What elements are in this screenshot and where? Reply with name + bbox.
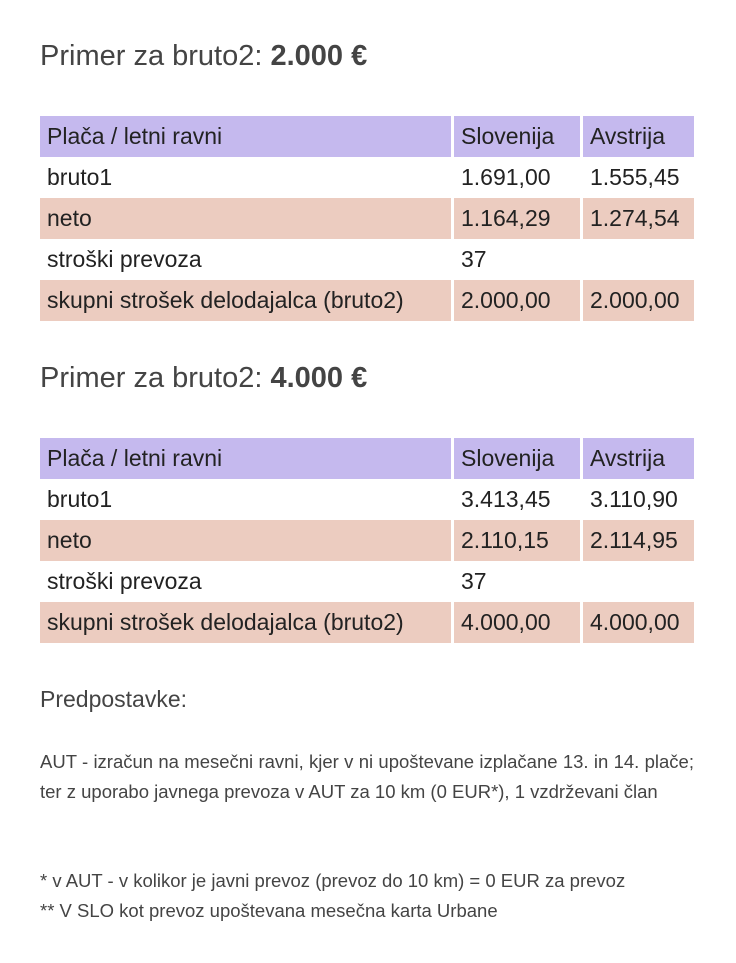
cell-value: 3.110,90 (580, 479, 694, 520)
salary-table-2 (40, 438, 694, 643)
header-cell: Slovenija (451, 438, 580, 479)
cell-value: 1.274,54 (580, 198, 694, 239)
row-label: skupni strošek delodajalca (bruto2) (40, 602, 451, 643)
assumptions-text: AUT - izračun na mesečni ravni, kjer v ni upoštevane izplačane 13. in 14. plače; ter z uporabo javnega prevoza v AUT za 10 km (0 EUR*), 1 vzdrževani član (40, 751, 694, 802)
row-label: stroški prevoza (47, 246, 202, 272)
cell-value: 4.000,00 (451, 602, 580, 643)
cell-value (580, 239, 694, 280)
table-header-row (40, 438, 694, 479)
section-title-amount: 2.000 € (270, 40, 368, 72)
assumptions-title: Predpostavke: (40, 686, 188, 712)
section-title-prefix: Primer za bruto2: (40, 362, 271, 394)
row-label: bruto1 (47, 164, 113, 190)
cell-value: 2.000,00 (451, 280, 580, 321)
header-cell: Avstrija (580, 438, 694, 479)
salary-table-1 (40, 116, 694, 321)
row-label: skupni strošek delodajalca (bruto2) (40, 280, 451, 321)
row-label: stroški prevoza (47, 568, 202, 594)
cell-value (580, 561, 694, 602)
header-cell: Avstrija (580, 116, 694, 157)
row-label: neto (40, 520, 451, 561)
section-title-prefix: Primer za bruto2: (40, 40, 271, 72)
section-title-amount: 4.000 € (270, 362, 368, 394)
footnote: ** V SLO kot prevoz upoštevana mesečna karta Urbane (40, 900, 498, 921)
section-title-2 (40, 364, 367, 393)
cell-value: 2.114,95 (580, 520, 694, 561)
table-row (40, 602, 694, 643)
table-row (40, 479, 694, 520)
cell-value: 2.110,15 (451, 520, 580, 561)
cell-value: 4.000,00 (580, 602, 694, 643)
cell-value: 1.164,29 (451, 198, 580, 239)
table-row (40, 157, 694, 198)
table-row (40, 198, 694, 239)
header-cell: Slovenija (451, 116, 580, 157)
cell-value: 1.555,45 (580, 157, 694, 198)
cell-value: 3.413,45 (451, 479, 580, 520)
footnote: * v AUT - v kolikor je javni prevoz (prevoz do 10 km) = 0 EUR za prevoz (40, 870, 626, 891)
table-row (40, 561, 694, 602)
row-label: neto (40, 198, 451, 239)
cell-value: 37 (451, 239, 580, 280)
table-header-row (40, 116, 694, 157)
section-title-1 (40, 42, 367, 71)
cell-value: 1.691,00 (451, 157, 580, 198)
cell-value: 2.000,00 (580, 280, 694, 321)
row-label: bruto1 (47, 486, 113, 512)
header-cell: Plača / letni ravni (40, 116, 451, 157)
cell-value: 37 (451, 561, 580, 602)
table-row (40, 280, 694, 321)
table-row (40, 520, 694, 561)
table-row (40, 239, 694, 280)
header-cell: Plača / letni ravni (40, 438, 451, 479)
